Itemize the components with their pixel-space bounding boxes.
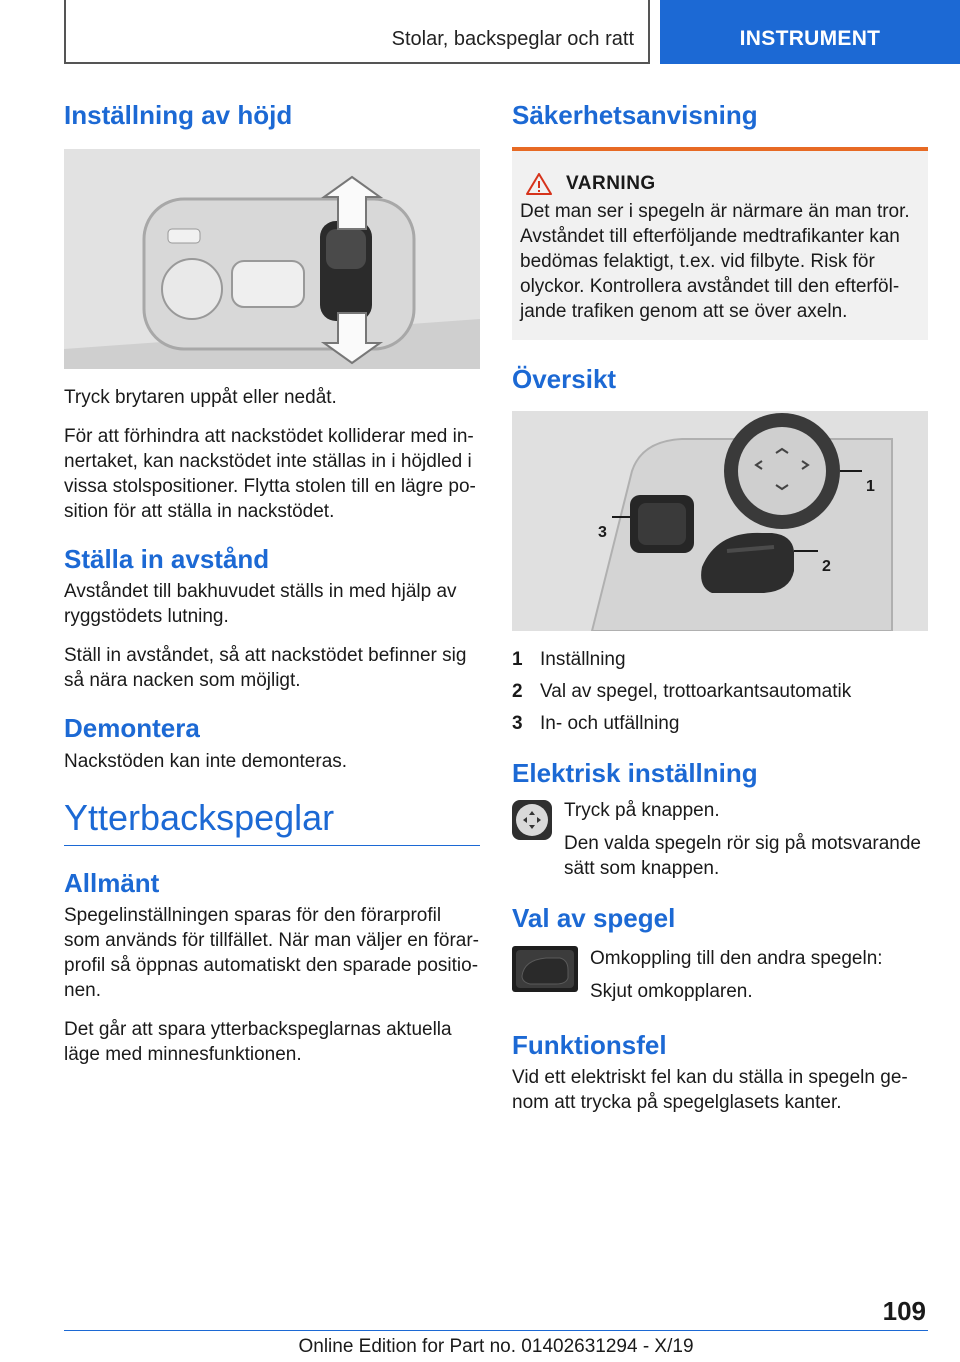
warning-text: Det man ser i spegeln är närmare än man tror. Avståndet till efterföljande medtrafikanter kan bedömas felaktigt, t.ex. vid filbyte. Risk för olyckor. Kontrollera avståndet till den efterföljande trafiken genom att se över axeln. (520, 201, 910, 323)
heading-height-adjust: Inställning av höjd (64, 100, 293, 130)
right-column (512, 100, 928, 1115)
overview-list (512, 647, 928, 736)
footer-edition[interactable] (64, 1336, 928, 1358)
remove-text: Nackstöden kan inte demonteras. (64, 750, 348, 772)
left-column (64, 100, 480, 1067)
list-item (512, 679, 928, 704)
headrest-switch-illustration (64, 149, 480, 369)
heading-safety-notice: Säkerhetsanvisning (512, 100, 758, 130)
list-item-text: Inställning (540, 649, 626, 671)
header-chapter-tab[interactable] (660, 0, 960, 64)
header-section-box (64, 0, 650, 64)
distance-text-1: Avståndet till bakhuvudet ställs in med hjälp av ryggstödets lutning. (64, 581, 457, 628)
heading-electric-adjust: Elektrisk inställning (512, 758, 758, 789)
mirror-select-switch-icon (512, 946, 578, 992)
warning-header (520, 173, 920, 195)
heading-remove: Demontera (64, 713, 200, 744)
list-item-number: 3 (512, 713, 523, 735)
headrest-switch-image (64, 149, 480, 369)
header-chapter-label: INSTRUMENT (739, 27, 881, 50)
callout-label-1: 1 (866, 478, 875, 495)
page-number: 109 (882, 1296, 926, 1326)
heading-general: Allmänt (64, 867, 160, 898)
electric-text-1: Tryck på knappen. (564, 799, 720, 821)
select-mirror-row (512, 944, 928, 1004)
height-instruction-2: För att förhindra att nackstödet kolliderar med innertaket, kan nackstödet inte ställas in i höjdled i vissa stolspositioner. Flytta stolen till en lägre position för att ställa in nackstödet. (64, 426, 476, 523)
footer-rule (64, 1330, 928, 1331)
heading-select-mirror: Val av spegel (512, 902, 676, 933)
electric-adjust-row (512, 796, 928, 881)
list-item-text: Val av spegel, trottoarkantsautomatik (540, 681, 852, 703)
electric-text-2-start (564, 831, 928, 881)
mirror-controls-image (512, 411, 928, 631)
footer-edition-text: Online Edition for Part no. 01402631294 - X/19 (298, 1336, 694, 1357)
mirror-adjust-button-icon (512, 800, 552, 840)
list-item-number: 1 (512, 649, 523, 671)
height-instruction-1: Tryck brytaren uppåt eller nedåt. (64, 387, 337, 409)
malfunction-text: Vid ett elektriskt fel kan du ställa in spegeln genom att trycka på spegelglasets kanter. (512, 1066, 908, 1113)
warning-label: VARNING (566, 173, 656, 195)
list-item (512, 711, 928, 736)
distance-text-2: Ställ in avståndet, så att nackstödet befinner sig så nära nacken som möjligt. (64, 645, 467, 692)
list-item-text: In- och utfällning (540, 713, 680, 735)
heading-overview: Översikt (512, 364, 617, 395)
header-section-title: Stolar, backspeglar och ratt (391, 28, 634, 50)
select-text-2: Skjut omkopplaren. (590, 980, 753, 1002)
heading-malfunction: Funktionsfel (512, 1029, 667, 1060)
callout-label-3: 3 (598, 524, 607, 541)
warning-triangle-icon (526, 173, 552, 195)
electric-text-2: Den valda spegeln rör sig på motsvarande sätt som knappen. (564, 832, 921, 879)
heading-set-distance: Ställa in avstånd (64, 544, 270, 575)
general-text-1: Spegelinställningen sparas för den förarprofil som används för tillfället. När man väljer en förarprofil så öppnas automatiskt den sparade positionen. (64, 904, 479, 1001)
mirror-controls-illustration (512, 411, 928, 631)
heading-exterior-mirrors: Ytterbackspeglar (64, 796, 480, 846)
list-item-number: 2 (512, 681, 523, 703)
select-text-1: Omkoppling till den andra spegeln: (590, 947, 883, 969)
list-item (512, 647, 928, 672)
warning-box (512, 151, 928, 340)
general-text-2: Det går att spara ytterbackspeglarnas aktuella läge med minnesfunktionen. (64, 1018, 452, 1065)
callout-label-2: 2 (822, 558, 831, 575)
